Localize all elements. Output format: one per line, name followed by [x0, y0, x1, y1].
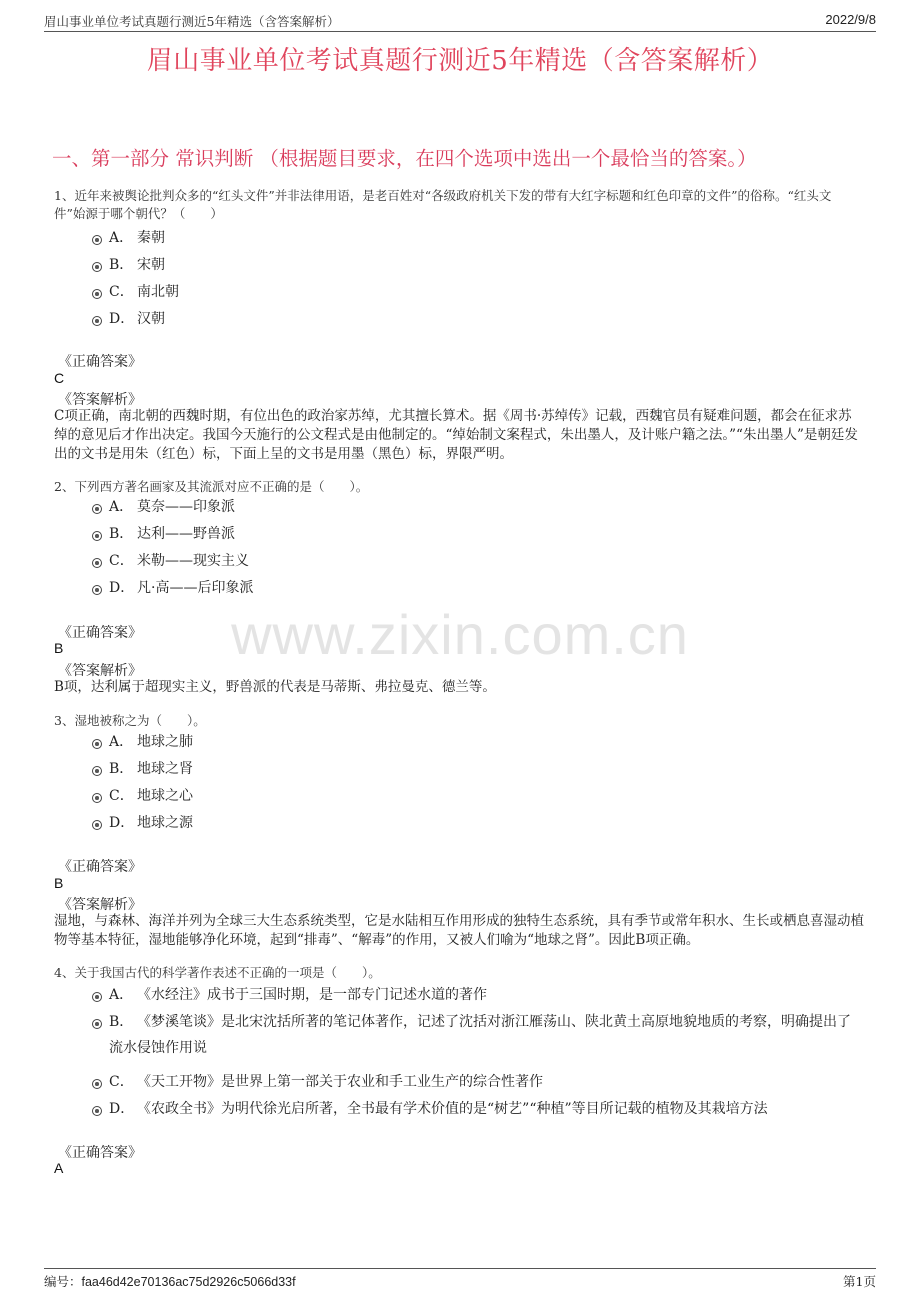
option-d[interactable]: D． 汉朝: [92, 306, 165, 332]
correct-answer: B: [54, 640, 64, 656]
correct-answer: A: [54, 1160, 64, 1176]
correct-answer-label: 《正确答案》: [58, 859, 142, 875]
section-heading: 一、第一部分 常识判断 （根据题目要求，在四个选项中选出一个最恰当的答案。）: [52, 147, 757, 170]
radio-icon[interactable]: [92, 585, 102, 595]
radio-icon[interactable]: [92, 262, 102, 272]
option-a[interactable]: A． 秦朝: [92, 225, 165, 251]
option-d[interactable]: D． 《农政全书》为明代徐光启所著，全书最有学术价值的是“树艺”“种植”等目所记载的植物及其栽培方法: [92, 1096, 768, 1122]
correct-answer-label: 《正确答案》: [58, 1145, 142, 1161]
option-b[interactable]: B． 地球之肾: [92, 756, 193, 782]
analysis-label: 《答案解析》: [58, 897, 142, 913]
page-title: 眉山事业单位考试真题行测近5年精选（含答案解析）: [146, 46, 774, 76]
radio-icon[interactable]: [92, 1106, 102, 1116]
analysis-text: 湿地，与森林、海洋并列为全球三大生态系统类型，它是水陆相互作用形成的独特生态系统，具有季节或常年积水、生长或栖息喜湿动植物等基本特征，湿地能够净化环境，起到“排毒”、“解毒”的作用，又被人们喻为“地球之肾”。因此B项正确。: [54, 913, 864, 948]
radio-icon[interactable]: [92, 992, 102, 1002]
radio-icon[interactable]: [92, 504, 102, 514]
analysis-text: B项，达利属于超现实主义，野兽派的代表是马蒂斯、弗拉曼克、德兰等。: [54, 679, 496, 695]
radio-icon[interactable]: [92, 1079, 102, 1089]
footer-page-number: 第1页: [843, 1274, 876, 1289]
option-d[interactable]: D． 凡·高——后印象派: [92, 575, 253, 601]
option-b[interactable]: B． 达利——野兽派: [92, 521, 235, 547]
analysis-text: C项正确，南北朝的西魏时期，有位出色的政治家苏绰，尤其擅长算术。据《周书·苏绰传》记载，西魏官员有疑难问题，都会在征求苏绰的意见后才作出决定。我国今天施行的公文程式是由他制定的。“绰始制文案程式，朱出墨人，及计账户籍之法。”“朱出墨人”是朝廷发出的文书是用朱（红色）标，下面上呈的文书是用墨（黑色）标，界限严明。: [54, 408, 858, 462]
option-c[interactable]: C． 地球之心: [92, 783, 193, 809]
radio-icon[interactable]: [92, 531, 102, 541]
radio-icon[interactable]: [92, 316, 102, 326]
question-stem: 3、湿地被称之为（ ）。: [54, 713, 206, 728]
radio-icon[interactable]: [92, 558, 102, 568]
correct-answer: C: [54, 370, 65, 386]
option-b[interactable]: B． 《梦溪笔谈》是北宋沈括所著的笔记体著作，记述了沈括对浙江雁荡山、陕北黄土高原地貌地质的考察，明确提出了流水侵蚀作用说: [92, 1009, 862, 1061]
header-document-title: 眉山事业单位考试真题行测近5年精选（含答案解析）: [44, 14, 340, 29]
header-date: 2022/9/8: [825, 12, 876, 27]
radio-icon[interactable]: [92, 766, 102, 776]
header-divider: [44, 31, 876, 32]
radio-icon[interactable]: [92, 820, 102, 830]
footer-document-id: 编号：faa46d42e70136ac75d2926c5066d33f: [44, 1275, 296, 1289]
option-a[interactable]: A． 《水经注》成书于三国时期，是一部专门记述水道的著作: [92, 982, 487, 1008]
analysis-label: 《答案解析》: [58, 663, 142, 679]
option-d[interactable]: D． 地球之源: [92, 810, 193, 836]
footer-divider: [44, 1268, 876, 1269]
radio-icon[interactable]: [92, 1019, 102, 1029]
option-c[interactable]: C． 米勒——现实主义: [92, 548, 249, 574]
watermark: www.zixin.com.cn: [231, 603, 689, 666]
option-a[interactable]: A． 地球之肺: [92, 729, 193, 755]
question-stem: 4、关于我国古代的科学著作表述不正确的一项是（ ）。: [54, 965, 381, 980]
radio-icon[interactable]: [92, 289, 102, 299]
question-stem: 1、近年来被舆论批判众多的“红头文件”并非法律用语，是老百姓对“各级政府机关下发的带有大红字标题和红色印章的文件”的俗称。“红头文件”始源于哪个朝代？（ ）: [54, 188, 832, 221]
correct-answer: B: [54, 875, 64, 891]
option-c[interactable]: C． 南北朝: [92, 279, 179, 305]
option-a[interactable]: A． 莫奈——印象派: [92, 494, 235, 520]
radio-icon[interactable]: [92, 793, 102, 803]
option-b[interactable]: B． 宋朝: [92, 252, 165, 278]
correct-answer-label: 《正确答案》: [58, 625, 142, 641]
correct-answer-label: 《正确答案》: [58, 354, 142, 370]
option-c[interactable]: C． 《天工开物》是世界上第一部关于农业和手工业生产的综合性著作: [92, 1069, 543, 1095]
question-stem: 2、下列西方著名画家及其流派对应不正确的是（ ）。: [54, 479, 369, 494]
analysis-label: 《答案解析》: [58, 392, 142, 408]
radio-icon[interactable]: [92, 235, 102, 245]
radio-icon[interactable]: [92, 739, 102, 749]
